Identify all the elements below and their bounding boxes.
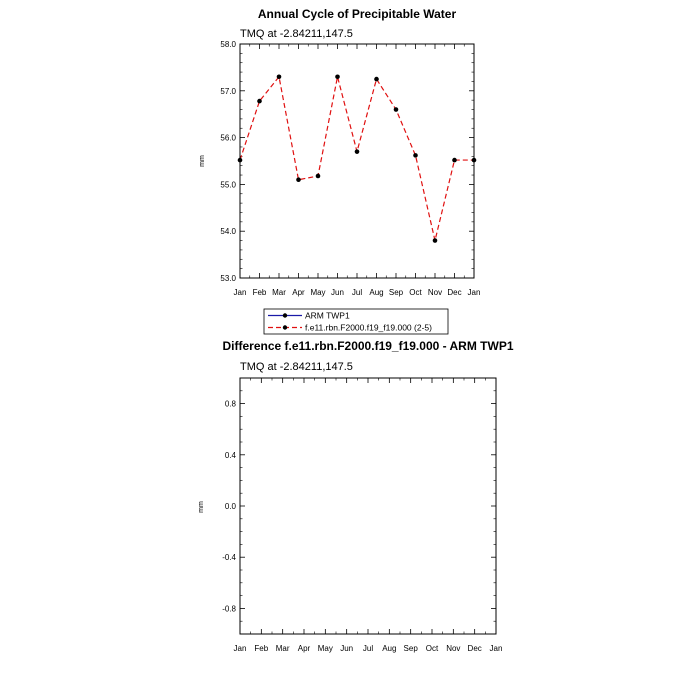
y-tick-label: -0.4 (222, 553, 236, 563)
x-tick-label: Mar (275, 644, 290, 653)
data-point (374, 77, 379, 82)
y-tick-label: 0.0 (224, 502, 236, 511)
top-chart-title: Annual Cycle of Precipitable Water (257, 7, 457, 21)
series-line (240, 77, 474, 241)
bottom-chart-x-tick-labels (234, 644, 503, 653)
top-chart-subtitle: TMQ at -2.84211,147.5 (240, 28, 353, 40)
x-tick-label: May (317, 644, 333, 653)
x-tick-label: Feb (254, 644, 269, 653)
top-chart-x-tick-labels (234, 288, 481, 297)
y-tick-label: 53.0 (220, 274, 236, 283)
x-tick-label: Feb (252, 288, 267, 297)
data-point (316, 174, 321, 179)
legend-obs-label: ARM TWP1 (305, 310, 350, 321)
top-chart-series (238, 74, 477, 242)
x-tick-label: Jan (489, 644, 503, 653)
x-tick-label: Sep (403, 644, 418, 653)
y-tick-label: 57.0 (220, 86, 236, 96)
data-point (277, 74, 282, 79)
x-tick-label: Jan (233, 288, 247, 297)
data-point (394, 107, 399, 112)
top-chart-ticks (240, 44, 474, 278)
top-chart-ylabel: mm (199, 155, 206, 167)
legend-model-label: f.e11.rbn.F2000.f19_f19.000 (2-5) (305, 322, 432, 333)
x-tick-label: Jul (351, 288, 363, 297)
x-tick-label: Oct (409, 288, 422, 297)
data-point (433, 238, 438, 243)
legend-model-marker (283, 325, 287, 329)
x-tick-label: Nov (446, 644, 461, 653)
bottom-chart-frame (240, 378, 496, 634)
x-tick-label: Aug (382, 644, 397, 653)
x-tick-label: Dec (467, 644, 482, 653)
y-tick-label: 0.8 (224, 399, 236, 409)
x-tick-label: Jun (331, 288, 344, 297)
x-tick-label: Apr (292, 288, 305, 297)
x-tick-label: Aug (369, 288, 384, 297)
y-tick-label: -0.8 (222, 604, 236, 614)
x-tick-label: Jan (233, 644, 247, 653)
x-tick-label: Jan (467, 288, 481, 297)
x-tick-label: Apr (297, 644, 311, 653)
y-tick-label: 54.0 (220, 227, 236, 237)
x-tick-label: Jul (362, 644, 374, 653)
data-point (452, 158, 457, 163)
x-tick-label: Nov (427, 288, 443, 297)
x-tick-label: Dec (447, 288, 462, 297)
data-point (296, 177, 301, 182)
top-chart-frame (240, 44, 474, 278)
bottom-chart-ylabel: mm (198, 501, 205, 513)
data-point (355, 149, 360, 154)
x-tick-label: Oct (425, 644, 439, 653)
data-point (413, 153, 418, 158)
bottom-chart-y-tick-labels (222, 400, 236, 614)
y-tick-label: 58.0 (220, 40, 236, 49)
x-tick-label: Mar (272, 288, 286, 297)
y-tick-label: 55.0 (220, 180, 236, 190)
top-chart-y-tick-labels (220, 40, 236, 283)
data-point (257, 99, 262, 104)
bottom-chart-title: Difference f.e11.rbn.F2000.f19_f19.000 - ARM TWP1 (222, 339, 514, 353)
data-point (335, 74, 340, 79)
y-tick-label: 0.4 (224, 450, 236, 460)
x-tick-label: Jun (340, 644, 354, 653)
bottom-chart-subtitle: TMQ at -2.84211,147.5 (240, 361, 353, 373)
legend-obs-marker (283, 313, 287, 317)
y-tick-label: 56.0 (220, 133, 236, 143)
x-tick-label: May (310, 288, 326, 297)
legend (264, 309, 448, 334)
bottom-chart-ticks (240, 378, 496, 634)
x-tick-label: Sep (388, 288, 404, 297)
